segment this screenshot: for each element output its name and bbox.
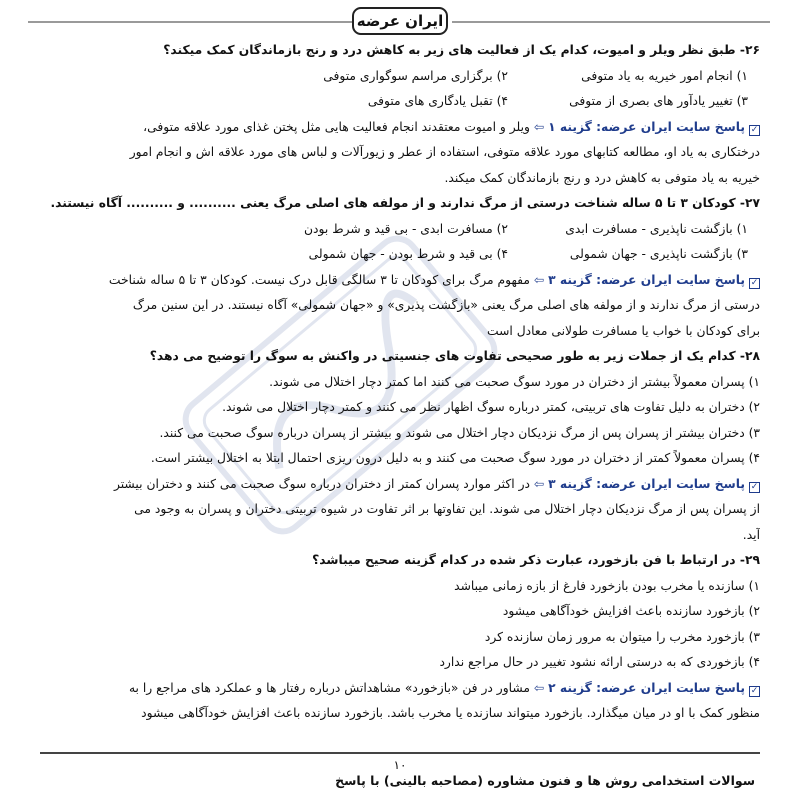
q28-option-2: ۲) دختران به دلیل تفاوت های تربیتی، کمتر درباره سوگ اظهار نظر می کنند و کمتر دچار اختلال می شوند. <box>222 400 760 414</box>
page-number: ۱۰ <box>393 758 407 772</box>
q28-option-1: ۱) پسران معمولاً بیشتر از دختران در مورد سوگ صحبت می کنند اما کمتر دچار اختلال می شوند. <box>269 374 760 389</box>
q29-option-4: ۴) بازخوردی که به درستی ارائه نشود تغییر در حال مراجع ندارد <box>439 655 760 669</box>
q29-answer-label: پاسخ سایت ایران عرضه: گزینه ۲ <box>548 680 745 695</box>
q28-answer-line-3: آید. <box>742 527 760 542</box>
arrow-icon: ⇦ <box>533 119 545 134</box>
checkbox-icon: ✓ <box>750 124 759 135</box>
q27-answer-label: پاسخ سایت ایران عرضه: گزینه ۳ <box>548 272 745 287</box>
q27-option-3: ۳) بازگشت ناپذیری - جهان شمولی <box>569 247 748 261</box>
q29-answer-text-1: مشاور در فن «بازخورد» مشاهداتش درباره رفتار ها و عملکرد های مراجع را به <box>128 680 530 695</box>
arrow-icon: ⇦ <box>533 476 545 491</box>
header-rule-right <box>452 21 770 23</box>
q26-option-3: ۳) تغییر یادآور های بصری از متوفی <box>569 94 748 108</box>
q27-answer-text-1: مفهوم مرگ برای کودکان تا ۳ سالگی قابل درک نیست. کودکان ۳ تا ۵ ساله شناخت <box>108 272 530 287</box>
arrow-icon: ⇦ <box>533 680 545 695</box>
question-29-stem: ۲۹- در ارتباط با فن بازخورد، عبارت ذکر شده در کدام گزینه صحیح میباشد؟ <box>312 553 760 567</box>
footer-rule <box>40 752 760 754</box>
q29-answer-line-1 <box>40 676 760 702</box>
q29-answer-line-2: منظور کمک با او در میان میگذارد. بازخورد میتواند سازنده یا مخرب باشد. بازخورد سازنده باعث افزایش خودآگاهی میشود <box>141 706 760 720</box>
arrow-icon: ⇦ <box>533 272 545 287</box>
q29-option-1: ۱) سازنده یا مخرب بودن بازخورد فارغ از بازه زمانی میباشد <box>454 578 760 593</box>
logo-text: ایران عرضه <box>356 12 444 30</box>
checkbox-icon: ✓ <box>750 685 759 696</box>
q27-option-4: ۴) بی قید و شرط بودن - جهان شمولی <box>308 247 508 261</box>
q26-option-2: ۲) برگزاری مراسم سوگواری متوفی <box>323 68 508 83</box>
checkbox-icon: ✓ <box>750 277 759 288</box>
q26-answer-line-3: خیریه به یاد متوفی به کاهش درد و رنج بازماندگان کمک میکند. <box>444 170 760 185</box>
q28-answer-label: پاسخ سایت ایران عرضه: گزینه ۳ <box>548 476 745 491</box>
q29-option-2: ۲) بازخورد سازنده باعث افزایش خودآگاهی میشود <box>502 604 760 618</box>
q28-option-3: ۳) دختران بیشتر از پسران پس از مرگ نزدیکان دچار اختلال می شوند و بیشتر از پسران درباره سوگ صحبت می کنند. <box>159 425 760 440</box>
q26-answer-text-1: ویلر و امیوت معتقدند انجام فعالیت هایی مثل پختن غذای مورد علاقه متوفی، <box>143 119 530 134</box>
site-logo <box>352 7 448 35</box>
question-26-options <box>40 64 760 115</box>
question-28-stem: ۲۸- کدام یک از جملات زیر به طور صحیحی تفاوت های جنسیتی در واکنش به سوگ را توضیح می دهد؟ <box>149 349 760 363</box>
q27-answer-line-1 <box>40 268 760 294</box>
footer-title: سوالات استخدامی روش ها و فنون مشاوره (مصاحبه بالینی) با پاسخ <box>335 773 755 788</box>
q27-answer-line-3: برای کودکان با خواب یا مسافرت طولانی معادل است <box>487 323 760 338</box>
q28-answer-text-1: در اکثر موارد پسران کمتر از دختران درباره سوگ صحبت می کنند و دختران بیشتر <box>113 476 530 491</box>
question-26-stem: ۲۶- طبق نظر ویلر و امیوت، کدام یک از فعالیت های زیر به کاهش درد و رنج بازماندگان کمک میکند؟ <box>163 43 760 57</box>
q26-answer-line-2: درختکاری به یاد او، مطالعه کتابهای مورد علاقه متوفی، استفاده از عطر و زیورآلات و لباس های مورد علاقه اش و انجام امور <box>129 145 760 159</box>
q28-answer-line-1 <box>40 472 760 498</box>
q27-option-2: ۲) مسافرت ابدی - بی قید و شرط بودن <box>304 221 508 236</box>
q26-option-4: ۴) تقبل یادگاری های متوفی <box>367 94 508 108</box>
question-27-stem: ۲۷- کودکان ۳ تا ۵ ساله شناخت درستی از مرگ ندارند و از مولفه های اصلی مرگ یعنی .......... و .......... آگاه نیستند. <box>50 196 760 210</box>
question-27-options <box>40 217 760 268</box>
q28-option-4: ۴) پسران معمولاً کمتر از دختران در مورد سوگ صحبت می کنند و به دلیل درون ریزی احتمال ابتلا به اختلال بیشتر است. <box>150 451 760 465</box>
header-rule-left <box>28 21 352 23</box>
q28-answer-line-2: از پسران پس از مرگ نزدیکان دچار اختلال می شوند. این تفاوتها بر اثر تفاوت در شیوه تربیتی دختران و پسران به وجود می <box>134 502 760 516</box>
questions-content <box>40 38 760 727</box>
q29-option-3: ۳) بازخورد مخرب را میتوان به مرور زمان سازنده کرد <box>484 629 760 644</box>
q26-answer-line-1 <box>40 115 760 141</box>
q27-option-1: ۱) بازگشت ناپذیری - مسافرت ابدی <box>565 221 748 236</box>
q26-answer-label: پاسخ سایت ایران عرضه: گزینه ۱ <box>548 119 745 134</box>
checkbox-icon: ✓ <box>750 481 759 492</box>
q27-answer-line-2: درستی از مرگ ندارند و از مولفه های اصلی مرگ یعنی «بازگشت پذیری» و «جهان شمولی» آگاه نیستند. در این سنین مرگ <box>132 298 760 312</box>
q26-option-1: ۱) انجام امور خیریه به یاد متوفی <box>581 68 748 83</box>
